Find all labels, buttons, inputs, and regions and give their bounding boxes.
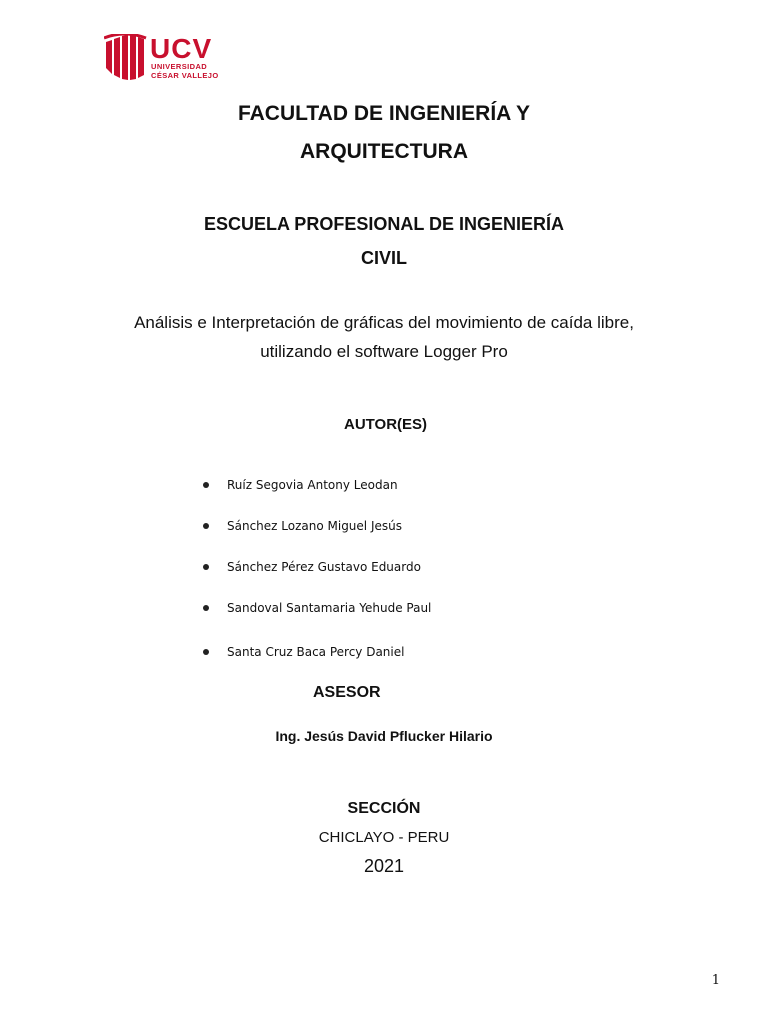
- bullet-icon: [203, 523, 209, 529]
- author-name: Santa Cruz Baca Percy Daniel: [227, 645, 405, 659]
- logo-subtitle-line2: CÉSAR VALLEJO: [151, 71, 219, 80]
- author-name: Sánchez Pérez Gustavo Eduardo: [227, 560, 421, 574]
- logo-subtitle-line1: UNIVERSIDAD: [151, 62, 208, 71]
- advisor-heading: ASESOR: [313, 684, 381, 701]
- faculty-line2: ARQUITECTURA: [300, 140, 468, 163]
- bullet-icon: [203, 564, 209, 570]
- year-text: 2021: [363, 856, 405, 876]
- list-item: [200, 516, 620, 536]
- list-item: [200, 557, 620, 577]
- thesis-title-line1: Análisis e Interpretación de gráficas del movimiento de caída libre,: [134, 313, 634, 332]
- school-line1: ESCUELA PROFESIONAL DE INGENIERÍA: [203, 214, 565, 234]
- author-name: Sánchez Lozano Miguel Jesús: [227, 519, 402, 533]
- list-item: [200, 598, 620, 618]
- list-item: [200, 475, 620, 495]
- bullet-icon: [203, 649, 209, 655]
- bullet-icon: [203, 605, 209, 611]
- thesis-title-line2: utilizando el software Logger Pro: [260, 342, 508, 361]
- logo-wordmark: UCV: [150, 33, 213, 64]
- authors-heading: AUTOR(ES): [344, 416, 428, 433]
- faculty-line1: FACULTAD DE INGENIERÍA Y: [237, 102, 531, 125]
- author-name: Ruíz Segovia Antony Leodan: [227, 478, 398, 492]
- advisor-name: Ing. Jesús David Pflucker Hilario: [275, 728, 493, 744]
- bullet-icon: [203, 482, 209, 488]
- location-text: CHICLAYO - PERU: [318, 829, 450, 846]
- author-name: Sandoval Santamaria Yehude Paul: [227, 601, 432, 615]
- section-heading: SECCIÓN: [347, 800, 421, 817]
- page-number: 1: [711, 973, 720, 988]
- logo-subtitle: [151, 62, 219, 80]
- school-line2: CIVIL: [360, 248, 407, 268]
- list-item: [200, 642, 620, 662]
